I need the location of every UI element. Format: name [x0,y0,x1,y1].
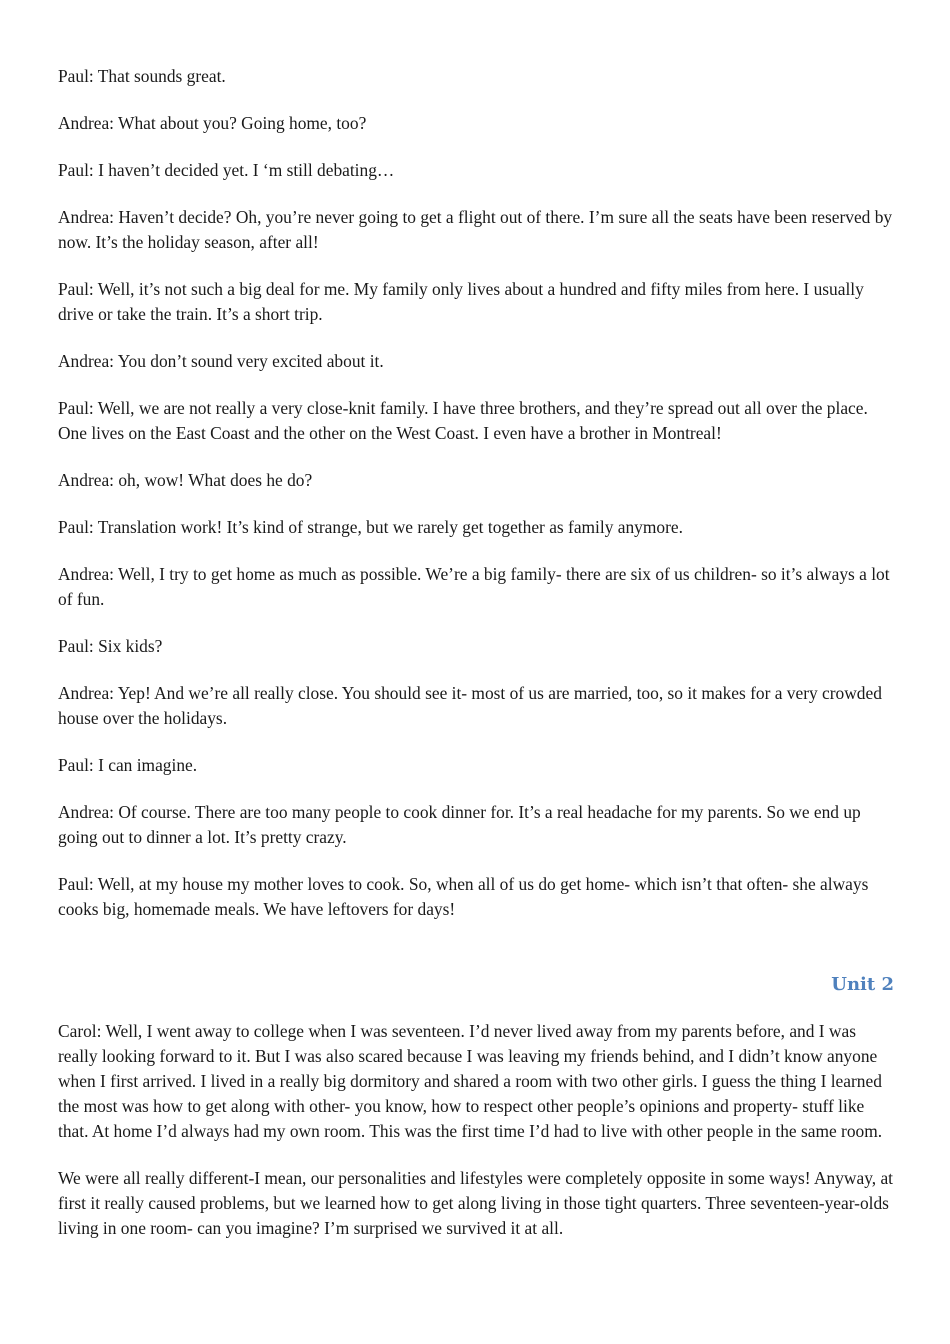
dialogue-paragraph: Andrea: Haven’t decide? Oh, you’re never going to get a flight out of there. I’m sure all the seats have been reserved by now. It’s the holiday season, after all! [58,207,893,252]
dialogue-paragraph: Andrea: Well, I try to get home as much as possible. We’re a big family- there are six of us children- so it’s always a lot of fun. [58,564,890,609]
dialogue-paragraph: Paul: That sounds great. [58,66,226,86]
unit-heading: Unit 2 [831,974,894,995]
dialogue-paragraph: Paul: Six kids? [58,636,163,656]
dialogue-paragraph: Andrea: Of course. There are too many people to cook dinner for. It’s a real headache for my parents. So we end up going out to dinner a lot. It’s pretty crazy. [58,802,861,847]
dialogue-paragraph: Paul: Translation work! It’s kind of strange, but we rarely get together as family anymore. [58,517,683,537]
dialogue-paragraph: Paul: Well, we are not really a very close-knit family. I have three brothers, and they’re spread out all over the place. One lives on the East Coast and the other on the West Coast. I even have a brother in Montreal! [58,398,868,443]
dialogue-paragraph: Andrea: What about you? Going home, too? [58,113,367,133]
dialogue-paragraph: Andrea: oh, wow! What does he do? [58,470,313,490]
unit-2-section [58,972,894,1241]
dialogue-paragraph: Paul: Well, at my house my mother loves to cook. So, when all of us do get home- which isn’t that often- she always cooks big, homemade meals. We have leftovers for days! [58,874,869,919]
document-page [58,64,894,1263]
dialogue-section [58,64,894,922]
body-paragraph: Carol: Well, I went away to college when I was seventeen. I’d never lived away from my parents before, and I was really looking forward to it. But I was also scared because I was leaving my friends behind, and I didn’t know anyone when I first arrived. I lived in a really big dormitory and shared a room with two other girls. I guess the thing I learned the most was how to get along with other- you know, how to respect other people’s opinions and property- stuff like that. At home I’d always had my own room. This was the first time I’d had to live with other people in the same room. [58,1021,883,1141]
section-spacer [58,944,894,972]
dialogue-paragraph: Paul: Well, it’s not such a big deal for me. My family only lives about a hundred and fifty miles from here. I usually drive or take the train. It’s a short trip. [58,279,864,324]
dialogue-paragraph: Paul: I haven’t decided yet. I ‘m still debating… [58,160,395,180]
dialogue-paragraph: Andrea: You don’t sound very excited about it. [58,351,384,371]
dialogue-paragraph: Andrea: Yep! And we’re all really close. You should see it- most of us are married, too, so it makes for a very crowded house over the holidays. [58,683,882,728]
dialogue-paragraph: Paul: I can imagine. [58,755,198,775]
body-paragraph: We were all really different-I mean, our personalities and lifestyles were completely opposite in some ways! Anyway, at first it really caused problems, but we learned how to get along living in those tight quarters. Three seventeen-year-olds living in one room- can you imagine? I’m surprised we survived it at all. [58,1168,894,1238]
